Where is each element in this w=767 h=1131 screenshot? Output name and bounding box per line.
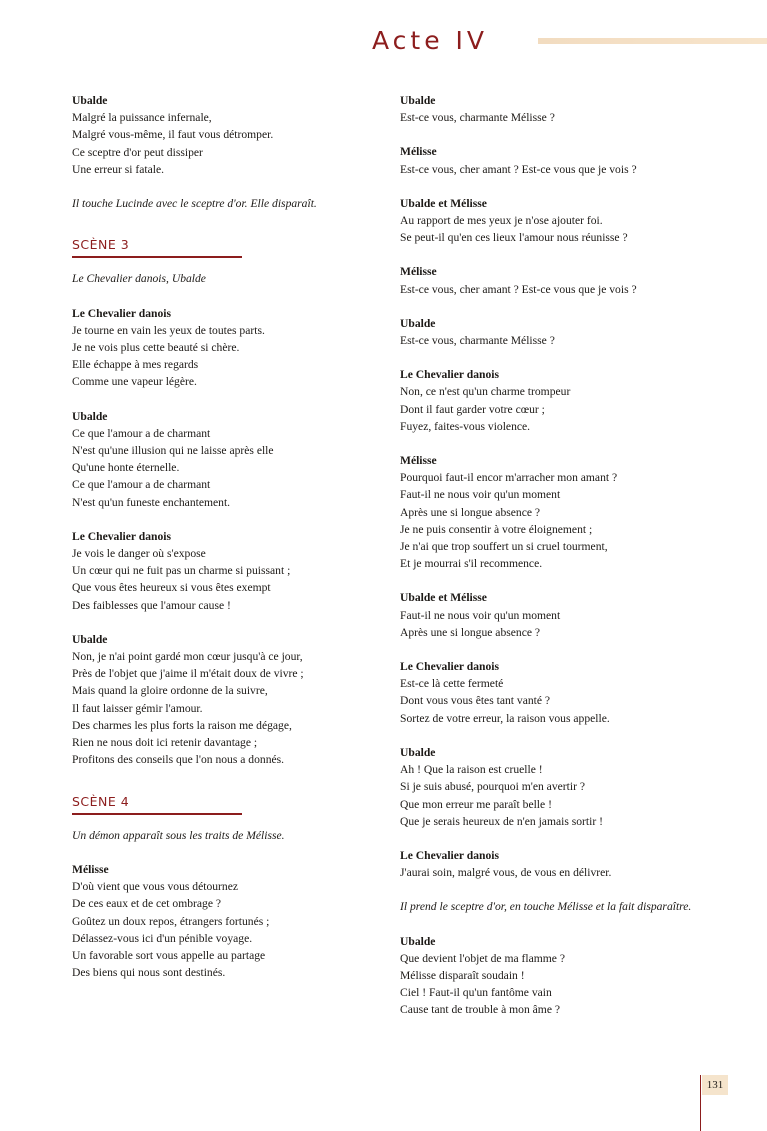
verse-line: Malgré la puissance infernale,: [72, 111, 212, 125]
verse-line: Et je mourrai s'il recommence.: [400, 557, 543, 571]
verse-line: N'est qu'une illusion qui ne laisse après elle: [72, 444, 274, 458]
verse-line: Est-ce vous, cher amant ? Est-ce vous que je vois ?: [400, 282, 637, 296]
right-column: [400, 92, 700, 1036]
stage-direction: Il prend le sceptre d'or, en touche Mélisse et la fait disparaître.: [400, 900, 692, 914]
verse-line: Cause tant de trouble à mon âme ?: [400, 1003, 561, 1017]
speaker-name: Ubalde: [72, 94, 108, 107]
verse-line: Je ne puis consentir à votre éloignement ;: [400, 522, 593, 536]
speaker-name: Ubalde: [72, 632, 108, 646]
speaker-name: Mélisse: [400, 265, 437, 279]
verse-line: Au rapport de mes yeux je n'ose ajouter foi.: [400, 214, 603, 228]
speaker-name: Le Chevalier danois: [400, 848, 499, 862]
verse-line: Un cœur qui ne fuit pas un charme si puissant ;: [72, 564, 291, 578]
speaker-name: Ubalde: [72, 409, 108, 423]
dialogue-block: [400, 195, 700, 247]
verse-line: Je tourne en vain les yeux de toutes parts.: [72, 323, 265, 337]
stage-direction: Il touche Lucinde avec le sceptre d'or. Elle disparaît.: [72, 197, 317, 211]
verse-line: Un favorable sort vous appelle au partage: [72, 948, 266, 962]
scene-3-heading: SCÈNE 3: [72, 236, 242, 258]
verse-line: Ce que l'amour a de charmant: [72, 426, 211, 440]
speaker-name: Ubalde et Mélisse: [400, 591, 487, 605]
page-number-rule: [700, 1075, 701, 1131]
verse-line: Est-ce vous, cher amant ? Est-ce vous que je vois ?: [400, 162, 637, 176]
verse-line: De ces eaux et de cet ombrage ?: [72, 897, 222, 911]
verse-line: Est-ce vous, charmante Mélisse ?: [400, 111, 555, 125]
dialogue-block: [400, 847, 700, 881]
dialogue-block: [400, 589, 700, 641]
verse-line: Je n'ai que trop souffert un si cruel tourment,: [400, 540, 608, 554]
verse-line: Rien ne nous doit ici retenir davantage ;: [72, 736, 258, 750]
dialogue-block: [72, 92, 372, 178]
verse-line: Que devient l'objet de ma flamme ?: [400, 951, 565, 965]
speaker-name: Mélisse: [400, 145, 437, 159]
verse-line: Malgré vous-même, il faut vous détromper.: [72, 128, 274, 142]
dialogue-block: [400, 744, 700, 830]
verse-line: Mélisse disparaît soudain !: [400, 968, 525, 982]
dialogue-block: [400, 143, 700, 177]
verse-line: Est-ce là cette fermeté: [400, 677, 504, 691]
verse-line: Non, ce n'est qu'un charme trompeur: [400, 385, 571, 399]
dialogue-block: [72, 305, 372, 391]
dialogue-block: [400, 315, 700, 349]
verse-line: Des charmes les plus forts la raison me dégage,: [72, 718, 292, 732]
verse-line: Après une si longue absence ?: [400, 505, 541, 519]
speaker-name: Mélisse: [72, 862, 109, 876]
verse-line: Je ne vois plus cette beauté si chère.: [72, 341, 240, 355]
dialogue-block: [72, 861, 372, 981]
dialogue-block: [72, 408, 372, 511]
verse-line: Des faiblesses que l'amour cause !: [72, 598, 231, 612]
scene-3-direction: Le Chevalier danois, Ubalde: [72, 272, 206, 286]
page-number: 131: [702, 1075, 728, 1095]
speaker-name: Ubalde: [400, 94, 436, 107]
verse-line: Dont vous vous êtes tant vanté ?: [400, 694, 551, 708]
verse-line: Ciel ! Faut-il qu'un fantôme vain: [400, 986, 552, 1000]
dialogue-block: [72, 631, 372, 769]
verse-line: Qu'une honte éternelle.: [72, 461, 180, 475]
scene-4-heading: SCÈNE 4: [72, 793, 242, 815]
title-rule: [538, 38, 767, 44]
verse-line: Près de l'objet que j'aime il m'était doux de vivre ;: [72, 667, 304, 681]
verse-line: Ah ! Que la raison est cruelle !: [400, 763, 543, 777]
verse-line: N'est qu'un funeste enchantement.: [72, 495, 231, 509]
verse-line: Il faut laisser gémir l'amour.: [72, 701, 203, 715]
dialogue-block: [400, 366, 700, 435]
verse-line: Que je serais heureux de n'en jamais sortir !: [400, 814, 603, 828]
verse-line: Des biens qui nous sont destinés.: [72, 966, 226, 980]
speaker-name: Le Chevalier danois: [72, 529, 171, 543]
verse-line: Fuyez, faites-vous violence.: [400, 419, 531, 433]
speaker-name: Ubalde: [400, 934, 436, 948]
verse-line: Que vous êtes heureux si vous êtes exempt: [72, 581, 271, 595]
verse-line: Goûtez un doux repos, étrangers fortunés ;: [72, 914, 270, 928]
verse-line: Ce que l'amour a de charmant: [72, 478, 211, 492]
speaker-name: Le Chevalier danois: [72, 306, 171, 320]
dialogue-block: [400, 92, 700, 126]
verse-line: Sortez de votre erreur, la raison vous appelle.: [400, 711, 610, 725]
page-title: Acte IV: [372, 26, 489, 55]
speaker-name: Mélisse: [400, 454, 437, 468]
verse-line: Je vois le danger où s'expose: [72, 547, 206, 561]
verse-line: Après une si longue absence ?: [400, 625, 541, 639]
verse-line: Une erreur si fatale.: [72, 162, 165, 176]
dialogue-block: [72, 528, 372, 614]
dialogue-block: [400, 263, 700, 297]
verse-line: Non, je n'ai point gardé mon cœur jusqu'à ce jour,: [72, 650, 303, 664]
verse-line: Comme une vapeur légère.: [72, 375, 197, 389]
speaker-name: Le Chevalier danois: [400, 660, 499, 674]
dialogue-block: [400, 933, 700, 1019]
verse-line: Pourquoi faut-il encor m'arracher mon amant ?: [400, 471, 618, 485]
verse-line: D'où vient que vous vous détournez: [72, 880, 238, 894]
verse-line: Elle échappe à mes regards: [72, 358, 199, 372]
verse-line: Que mon erreur me paraît belle !: [400, 797, 552, 811]
scene-4-direction: Un démon apparaît sous les traits de Mélisse.: [72, 828, 285, 842]
verse-line: Est-ce vous, charmante Mélisse ?: [400, 334, 555, 348]
speaker-name: Ubalde et Mélisse: [400, 196, 487, 210]
verse-line: Si je suis abusé, pourquoi m'en avertir ?: [400, 780, 585, 794]
dialogue-block: [400, 658, 700, 727]
dialogue-block: [400, 452, 700, 572]
verse-line: Faut-il ne nous voir qu'un moment: [400, 608, 561, 622]
verse-line: Dont il faut garder votre cœur ;: [400, 402, 545, 416]
left-column: [72, 92, 372, 998]
verse-line: Ce sceptre d'or peut dissiper: [72, 145, 203, 159]
speaker-name: Ubalde: [400, 316, 436, 330]
speaker-name: Le Chevalier danois: [400, 368, 499, 382]
verse-line: Faut-il ne nous voir qu'un moment: [400, 488, 561, 502]
verse-line: Délassez-vous ici d'un pénible voyage.: [72, 931, 253, 945]
verse-line: Se peut-il qu'en ces lieux l'amour nous réunisse ?: [400, 231, 628, 245]
speaker-name: Ubalde: [400, 745, 436, 759]
verse-line: Profitons des conseils que l'on nous a donnés.: [72, 753, 285, 767]
verse-line: Mais quand la gloire ordonne de la suivre,: [72, 684, 268, 698]
verse-line: J'aurai soin, malgré vous, de vous en délivrer.: [400, 866, 612, 880]
